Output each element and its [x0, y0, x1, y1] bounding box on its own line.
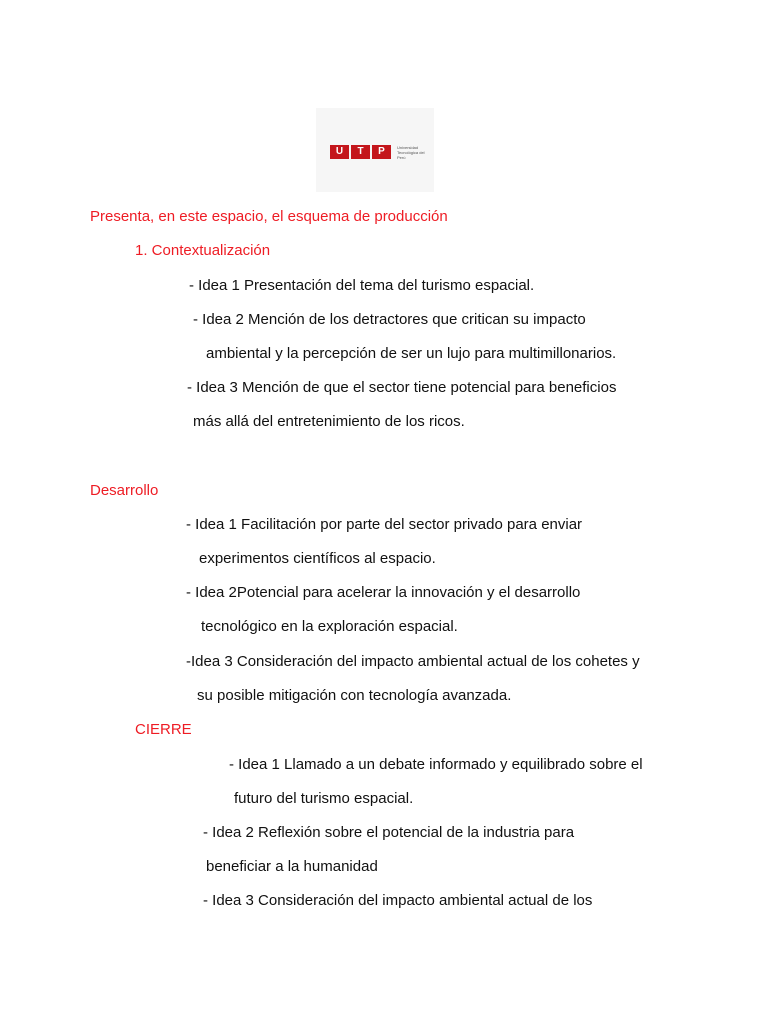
cierre-line-3: - Idea 2 Reflexión sobre el potencial de la industria para — [203, 824, 575, 841]
page-heading: Presenta, en este espacio, el esquema de producción — [90, 208, 448, 225]
section-title-cierre: CIERRE — [135, 721, 192, 738]
desarrollo-line-2: experimentos científicos al espacio. — [199, 550, 436, 567]
context-line-3: ambiental y la percepción de ser un lujo para multimillonarios. — [206, 345, 617, 362]
cierre-line-1: - Idea 1 Llamado a un debate informado y equilibrado sobre el — [229, 756, 643, 773]
logo-letter-p: P — [372, 145, 391, 159]
logo-letter-u: U — [330, 145, 349, 159]
cierre-line-4: beneficiar a la humanidad — [206, 858, 378, 875]
desarrollo-line-4: tecnológico en la exploración espacial. — [201, 618, 458, 635]
desarrollo-line-6: su posible mitigación con tecnología avanzada. — [197, 687, 512, 704]
desarrollo-line-1: - Idea 1 Facilitación por parte del sector privado para enviar — [186, 516, 583, 533]
desarrollo-line-3: - Idea 2Potencial para acelerar la innovación y el desarrollo — [186, 584, 581, 601]
desarrollo-line-5: -Idea 3 Consideración del impacto ambiental actual de los cohetes y — [186, 653, 640, 670]
cierre-line-2: futuro del turismo espacial. — [234, 790, 414, 807]
context-line-5: más allá del entretenimiento de los ricos. — [193, 413, 465, 430]
utp-logo-mark — [330, 145, 391, 159]
context-line-4: - Idea 3 Mención de que el sector tiene potencial para beneficios — [187, 379, 617, 396]
context-line-2: - Idea 2 Mención de los detractores que critican su impacto — [193, 311, 586, 328]
logo-university-text: Universidad Tecnológica del Perú — [397, 145, 425, 160]
cierre-line-5: - Idea 3 Consideración del impacto ambiental actual de los — [203, 892, 593, 909]
section-title-contextualizacion: 1. Contextualización — [135, 242, 271, 259]
context-line-1: - Idea 1 Presentación del tema del turismo espacial. — [189, 277, 535, 294]
logo-letter-t: T — [351, 145, 370, 159]
section-title-desarrollo: Desarrollo — [90, 482, 159, 499]
utp-logo — [316, 108, 434, 192]
